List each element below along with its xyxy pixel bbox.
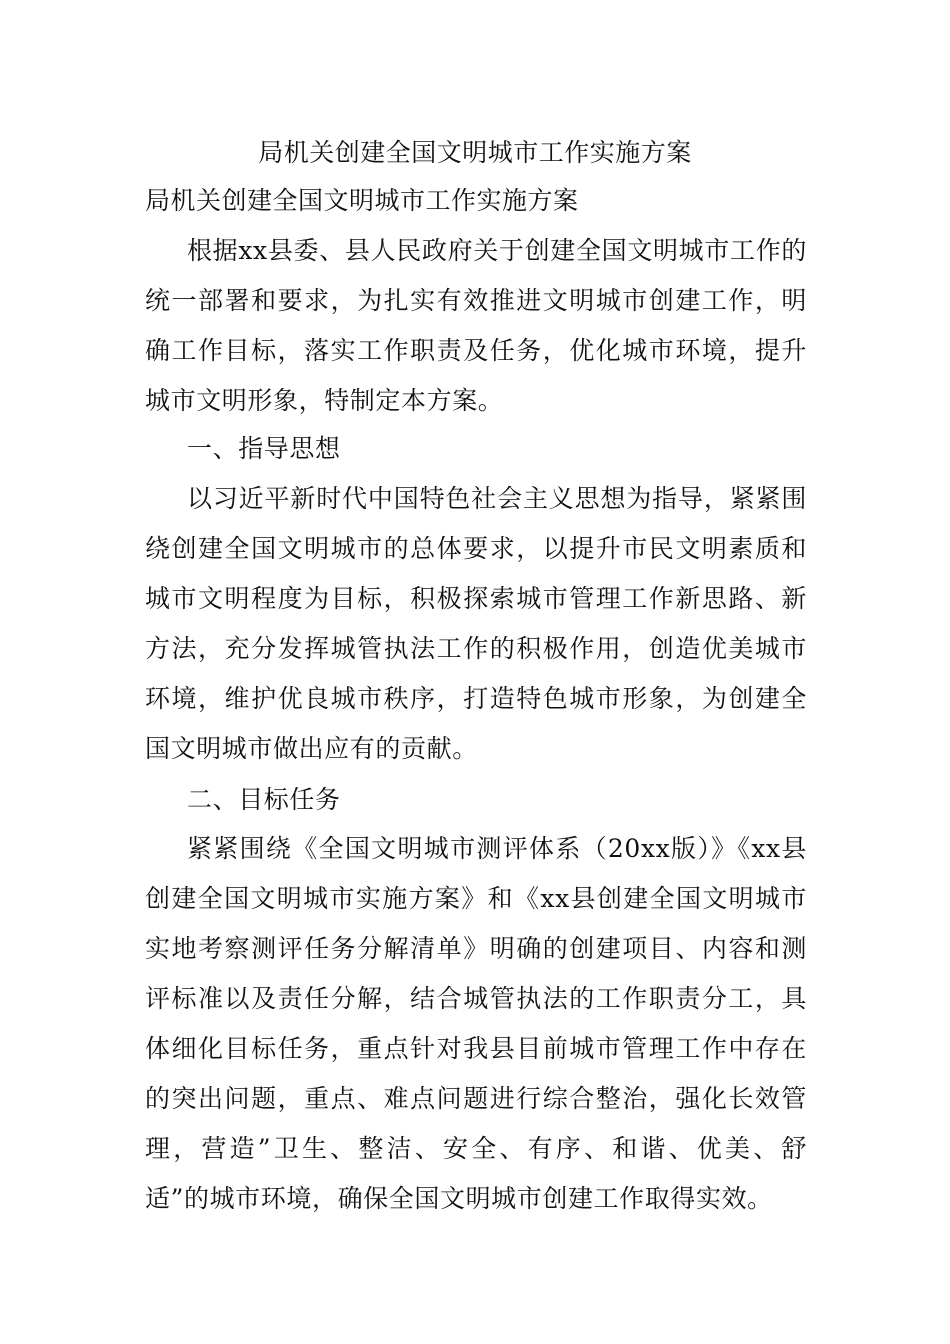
document-subtitle: 局机关创建全国文明城市工作实施方案	[145, 186, 579, 215]
section-heading-guiding-ideology: 一、指导思想	[187, 434, 341, 463]
section-paragraph-target-tasks: 紧紧围绕《全国文明城市测评体系（20xx版）》《xx县创建全国文明城市实施方案》和《xx县创建全国文明城市实地考察测评任务分解清单》明确的创建项目、内容和测评标准以及责任分解，结合城管执法的工作职责分工，具体细化目标任务，重点针对我县目前城市管理工作中存在的突出问题，重点、难点问题进行综合整治，强化长效管理，营造”卫生、整洁、安全、有序、和谐、优美、舒适”的城市环境，确保全国文明城市创建工作取得实效。	[145, 834, 807, 1213]
section-paragraph-guiding-ideology: 以习近平新时代中国特色社会主义思想为指导，紧紧围绕创建全国文明城市的总体要求，以提升市民文明素质和城市文明程度为目标，积极探索城市管理工作新思路、新方法，充分发挥城管执法工作的积极作用，创造优美城市环境，维护优良城市秩序，打造特色城市形象，为创建全国文明城市做出应有的贡献。	[145, 484, 807, 763]
intro-paragraph: 根据xx县委、县人民政府关于创建全国文明城市工作的统一部署和要求，为扎实有效推进文明城市创建工作，明确工作目标，落实工作职责及任务，优化城市环境，提升城市文明形象，特制定本方案。	[145, 236, 807, 415]
section-heading-target-tasks: 二、目标任务	[187, 785, 341, 814]
document-title: 局机关创建全国文明城市工作实施方案	[258, 138, 692, 167]
